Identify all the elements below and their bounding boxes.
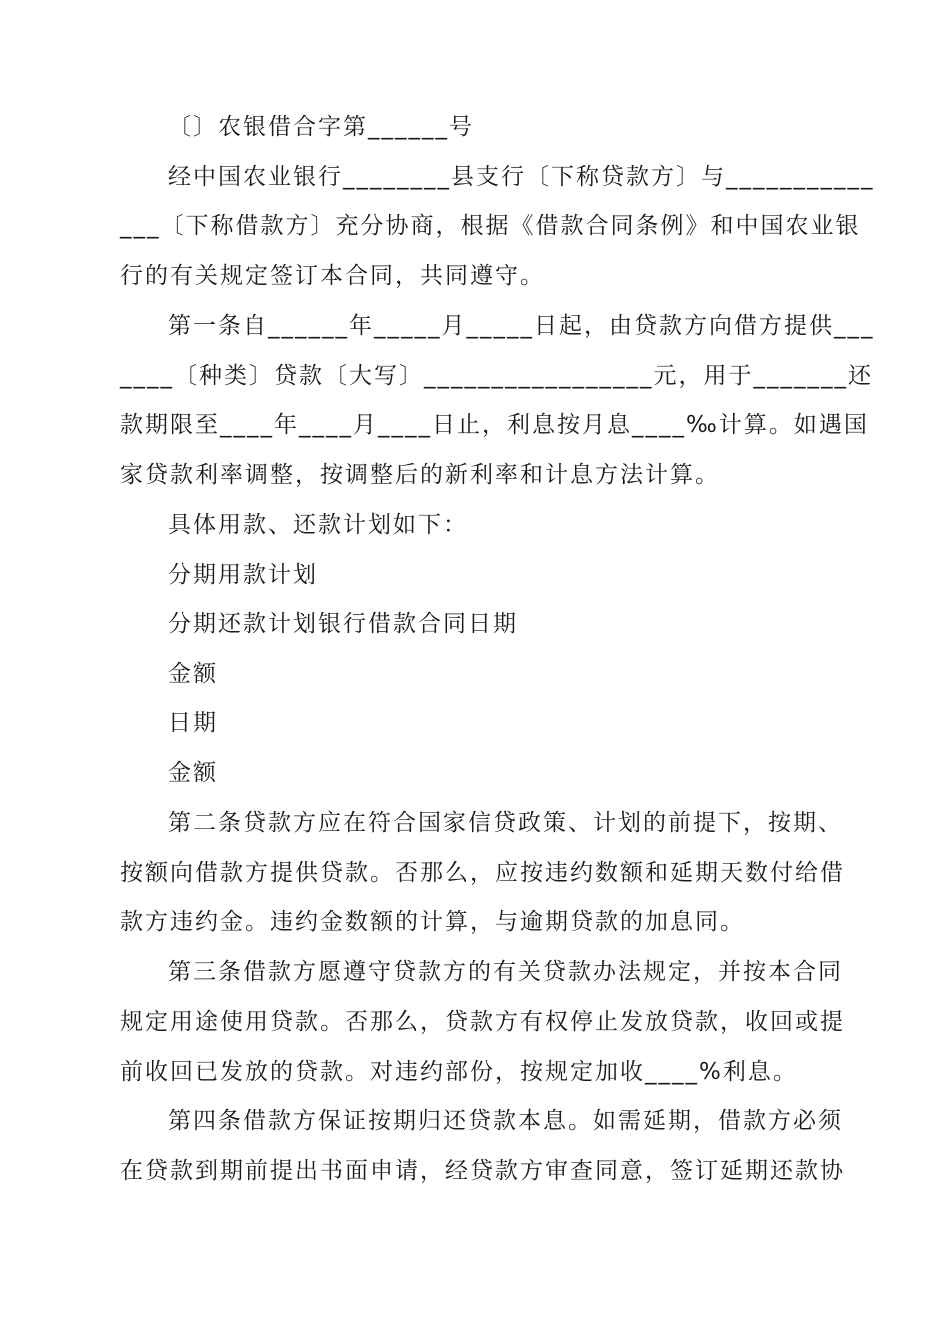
article-4-line-1: 第四条借款方保证按期归还贷款本息。如需延期，借款方必须 (168, 1108, 843, 1134)
contract-number-line: 〔〕农银借合字第______号 (168, 114, 474, 140)
article-3-line-1: 第三条借款方愿遵守贷款方的有关贷款办法规定，并按本合同 (168, 959, 843, 985)
article-1-line-2: ____〔种类〕贷款〔大写〕_________________元，用于_______还 (120, 363, 873, 389)
article-3-line-3: 前收回已发放的贷款。对违约部份，按规定加收____%利息。 (120, 1059, 798, 1085)
plan-item: 分期用款计划 (168, 562, 318, 588)
plan-item: 金额 (168, 760, 218, 786)
article-1-line-1: 第一条自______年_____月_____日起，由贷款方向借方提供___ (168, 313, 875, 339)
article-2-line-3: 款方违约金。违约金数额的计算，与逾期贷款的加息同。 (120, 909, 745, 935)
plan-item: 分期还款计划银行借款合同日期 (168, 611, 518, 637)
article-4-line-2: 在贷款到期前提出书面申请，经贷款方审查同意，签订延期还款协 (120, 1158, 845, 1184)
paragraph-intro-line-3: 行的有关规定签订本合同，共同遵守。 (120, 263, 545, 289)
article-1-line-4: 家贷款利率调整，按调整后的新利率和计息方法计算。 (120, 462, 720, 488)
paragraph-intro-line-2: ___〔下称借款方〕充分协商，根据《借款合同条例》和中国农业银 (120, 213, 861, 239)
plan-item: 日期 (168, 710, 218, 736)
article-1-line-3: 款期限至____年____月____日止，利息按月息____‰计算。如遇国 (120, 412, 869, 438)
plan-heading: 具体用款、还款计划如下： (168, 512, 468, 538)
paragraph-intro-line-1: 经中国农业银行________县支行〔下称贷款方〕与___________ (168, 164, 875, 190)
plan-item: 金额 (168, 661, 218, 687)
article-2-line-2: 按额向借款方提供贷款。否那么，应按违约数额和延期天数付给借 (120, 860, 845, 886)
article-2-line-1: 第二条贷款方应在符合国家信贷政策、计划的前提下，按期、 (168, 810, 843, 836)
article-3-line-2: 规定用途使用贷款。否那么，贷款方有权停止发放贷款，收回或提 (120, 1009, 845, 1035)
